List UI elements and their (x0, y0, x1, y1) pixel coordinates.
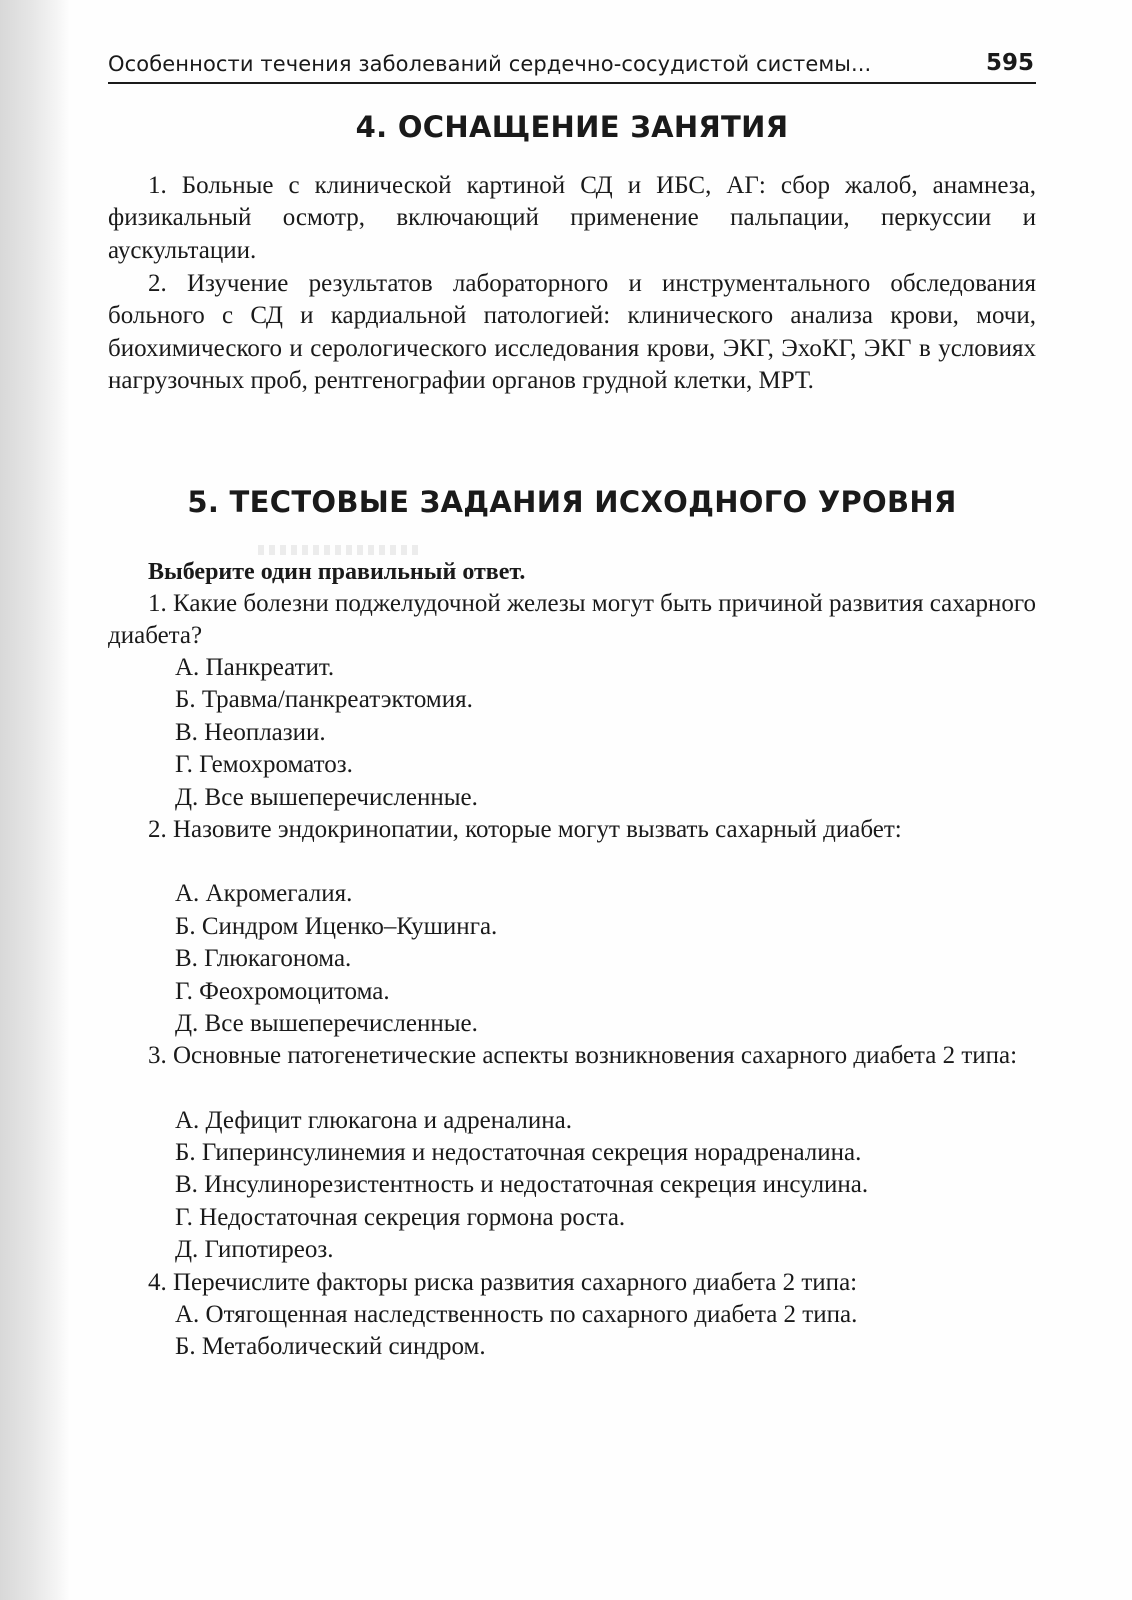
question-1: 1. Какие болезни поджелудочной железы могут быть причиной развития сахарного диабета? (108, 590, 1036, 650)
page-number: 595 (985, 50, 1034, 76)
q1-option-e: Д. Все вышеперечисленные. (175, 784, 478, 811)
q3-option-e: Д. Гипотиреоз. (175, 1236, 334, 1263)
page-spine-shadow (0, 0, 70, 1600)
q2-option-a: А. Акромегалия. (175, 880, 353, 907)
running-head (108, 50, 1036, 84)
section-4-heading: 4. ОСНАЩЕНИЕ ЗАНЯТИЯ (355, 110, 789, 144)
q3-option-b: Б. Гиперинсулинемия и недостаточная секреция норадреналина. (175, 1139, 862, 1166)
q1-option-a: А. Панкреатит. (175, 654, 335, 681)
running-head-title: Особенности течения заболеваний сердечно-сосудистой системы... (108, 52, 872, 76)
question-3: 3. Основные патогенетические аспекты возникновения сахарного диабета 2 типа: (148, 1042, 1018, 1069)
q1-option-b: Б. Травма/панкреатэктомия. (175, 686, 473, 713)
q2-option-d: Г. Феохромоцитома. (175, 978, 390, 1005)
q4-option-b: Б. Метаболический синдром. (175, 1333, 486, 1360)
q2-option-c: В. Глюкагонома. (175, 945, 352, 972)
question-2: 2. Назовите эндокринопатии, которые могут вызвать сахарный диабет: (148, 816, 902, 843)
q3-option-c: В. Инсулинорезистентность и недостаточная секреция инсулина. (175, 1171, 869, 1198)
bleed-through-mark (258, 545, 418, 555)
q3-option-a: А. Дефицит глюкагона и адреналина. (175, 1107, 572, 1134)
section-5-heading: 5. ТЕСТОВЫЕ ЗАДАНИЯ ИСХОДНОГО УРОВНЯ (187, 485, 957, 519)
equipment-item-2: 2. Изучение результатов лабораторного и инструментального обследования больного с СД и кардиальной патологией: клинического анализа крови, мочи, биохимического и серологического исследования крови, ЭКГ, ЭхоКГ, ЭКГ в условиях нагрузочных проб, рентгенографии органов грудной клетки, МРТ. (108, 270, 1036, 394)
question-4: 4. Перечислите факторы риска развития сахарного диабета 2 типа: (148, 1269, 858, 1296)
equipment-item-1: 1. Больные с клинической картиной СД и ИБС, АГ: сбор жалоб, анамнеза, физикальный осмотр, включающий применение пальпации, перкуссии и аускультации. (108, 172, 1036, 264)
test-instruction: Выберите один правильный ответ. (148, 559, 526, 585)
q4-option-a: А. Отягощенная наследственность по сахарного диабета 2 типа. (175, 1301, 858, 1328)
q1-option-d: Г. Гемохроматоз. (175, 751, 353, 778)
q2-option-b: Б. Синдром Иценко–Кушинга. (175, 913, 498, 940)
q1-option-c: В. Неоплазии. (175, 719, 326, 746)
q3-option-d: Г. Недостаточная секреция гормона роста. (175, 1204, 626, 1231)
q2-option-e: Д. Все вышеперечисленные. (175, 1010, 478, 1037)
